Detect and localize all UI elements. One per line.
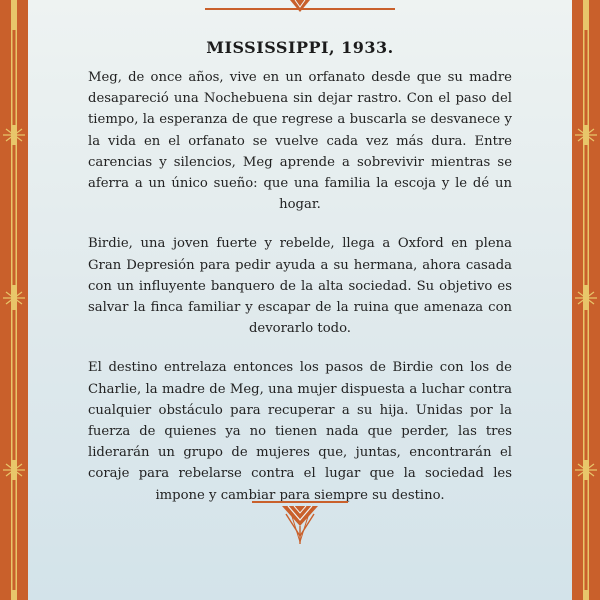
paragraph-birdie: Birdie, una joven fuerte y rebelde, llega a Oxford en plena Gran Depresión para pedir ayuda a su hermana, ahora casada con un influyente banquero de la alta sociedad. Su objetivo es salvar la finca familiar y escapar de la ruina que amenaza con devorarlo todo. [88, 236, 512, 337]
page-title: MISSISSIPPI, 1933. [206, 38, 394, 57]
paragraph-destino: El destino entrelaza entonces los pasos de Birdie con los de Charlie, la madre de Meg, una mujer dispuesta a luchar contra cualquier obstáculo para recuperar a su hija. Unidas por la fuerza de quienes ya no tienen nada que perder, las tres liderarán un grupo de mujeres que, juntas, encontrarán el coraje para rebelarse contra el lugar que la sociedad les impone y cambiar para siempre su destino. [88, 360, 512, 503]
top-fan-ornament [286, 0, 314, 14]
paragraph-meg: Meg, de once años, vive en un orfanato desde que su madre desapareció una Nochebuena sin dejar rastro. Con el paso del tiempo, la esperanza de que regrese a buscarla se desvanece y la vida en el orfanato se vuelve cada vez más dura. Entre carencias y silencios, Meg aprende a sobrevivir mientras se aferra a un único sueño: que una familia la escoja y le dé un hogar. [88, 70, 512, 213]
synopsis-text [88, 67, 512, 524]
right-border-ornament [572, 0, 600, 600]
bottom-fan-ornament [252, 500, 348, 544]
left-border-ornament [0, 0, 28, 600]
synopsis-panel [28, 0, 572, 600]
